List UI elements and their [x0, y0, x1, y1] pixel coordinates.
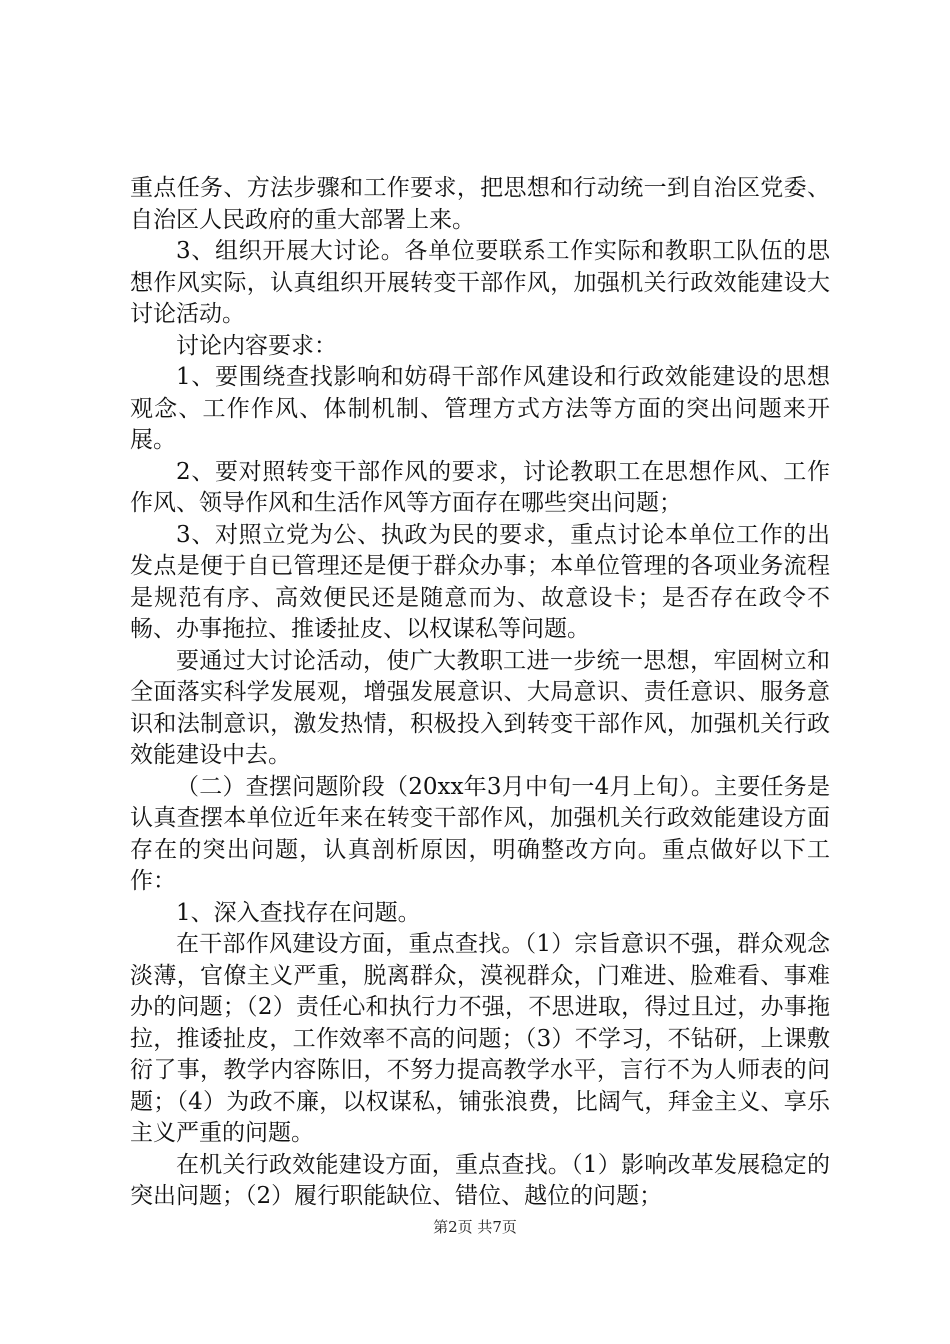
page-footer: 第2页 共7页: [433, 1218, 517, 1236]
paragraph: 1、要围绕查找影响和妨碍干部作风建设和行政效能建设的思想观念、工作作风、体制机制、管理方式方法等方面的突出问题来开展。: [130, 364, 830, 453]
paragraph: 讨论内容要求：: [176, 332, 337, 359]
paragraph: 在机关行政效能建设方面，重点查找。（1）影响改革发展稳定的突出问题；（2）履行职能缺位、错位、越位的问题；: [130, 1151, 830, 1209]
paragraph: （二）查摆问题阶段（20xx年3月中旬一4月上旬）。主要任务是认真查摆本单位近年来在转变干部作风，加强机关行政效能建设方面存在的突出问题，认真剖析原因，明确整改方向。重点做好以下工作：: [130, 773, 830, 894]
paragraph: 重点任务、方法步骤和工作要求，把思想和行动统一到自治区党委、自治区人民政府的重大部署上来。: [130, 175, 830, 233]
paragraph: 2、要对照转变干部作风的要求，讨论教职工在思想作风、工作作风、领导作风和生活作风等方面存在哪些突出问题；: [130, 458, 830, 516]
paragraph: 在干部作风建设方面，重点查找。（1）宗旨意识不强，群众观念淡薄，官僚主义严重，脱离群众，漠视群众，门难进、脸难看、事难办的问题；（2）责任心和执行力不强，不思进取，得过且过，办事拖拉，推诿扯皮，工作效率不高的问题；（3）不学习，不钻研，上课敷衍了事，教学内容陈旧，不努力提高教学水平，言行不为人师表的问题；（4）为政不廉，以权谋私，铺张浪费，比阔气，拜金主义、享乐主义严重的问题。: [130, 931, 830, 1146]
paragraph: 3、对照立党为公、执政为民的要求，重点讨论本单位工作的出发点是便于自已管理还是便于群众办事；本单位管理的各项业务流程是规范有序、高效便民还是随意而为、故意设卡；是否存在政令不畅、办事拖拉、推诿扯皮、以权谋私等问题。: [130, 521, 830, 642]
paragraph: 要通过大讨论活动，使广大教职工进一步统一思想，牢固树立和全面落实科学发展观，增强发展意识、大局意识、责任意识、服务意识和法制意识，激发热情，积极投入到转变干部作风，加强机关行政效能建设中去。: [130, 647, 830, 768]
document-body: [130, 173, 830, 1213]
paragraph: 1、深入查找存在问题。: [176, 899, 421, 926]
paragraph: 3、组织开展大讨论。各单位要联系工作实际和教职工队伍的思想作风实际，认真组织开展转变干部作风，加强机关行政效能建设大讨论活动。: [130, 238, 830, 327]
